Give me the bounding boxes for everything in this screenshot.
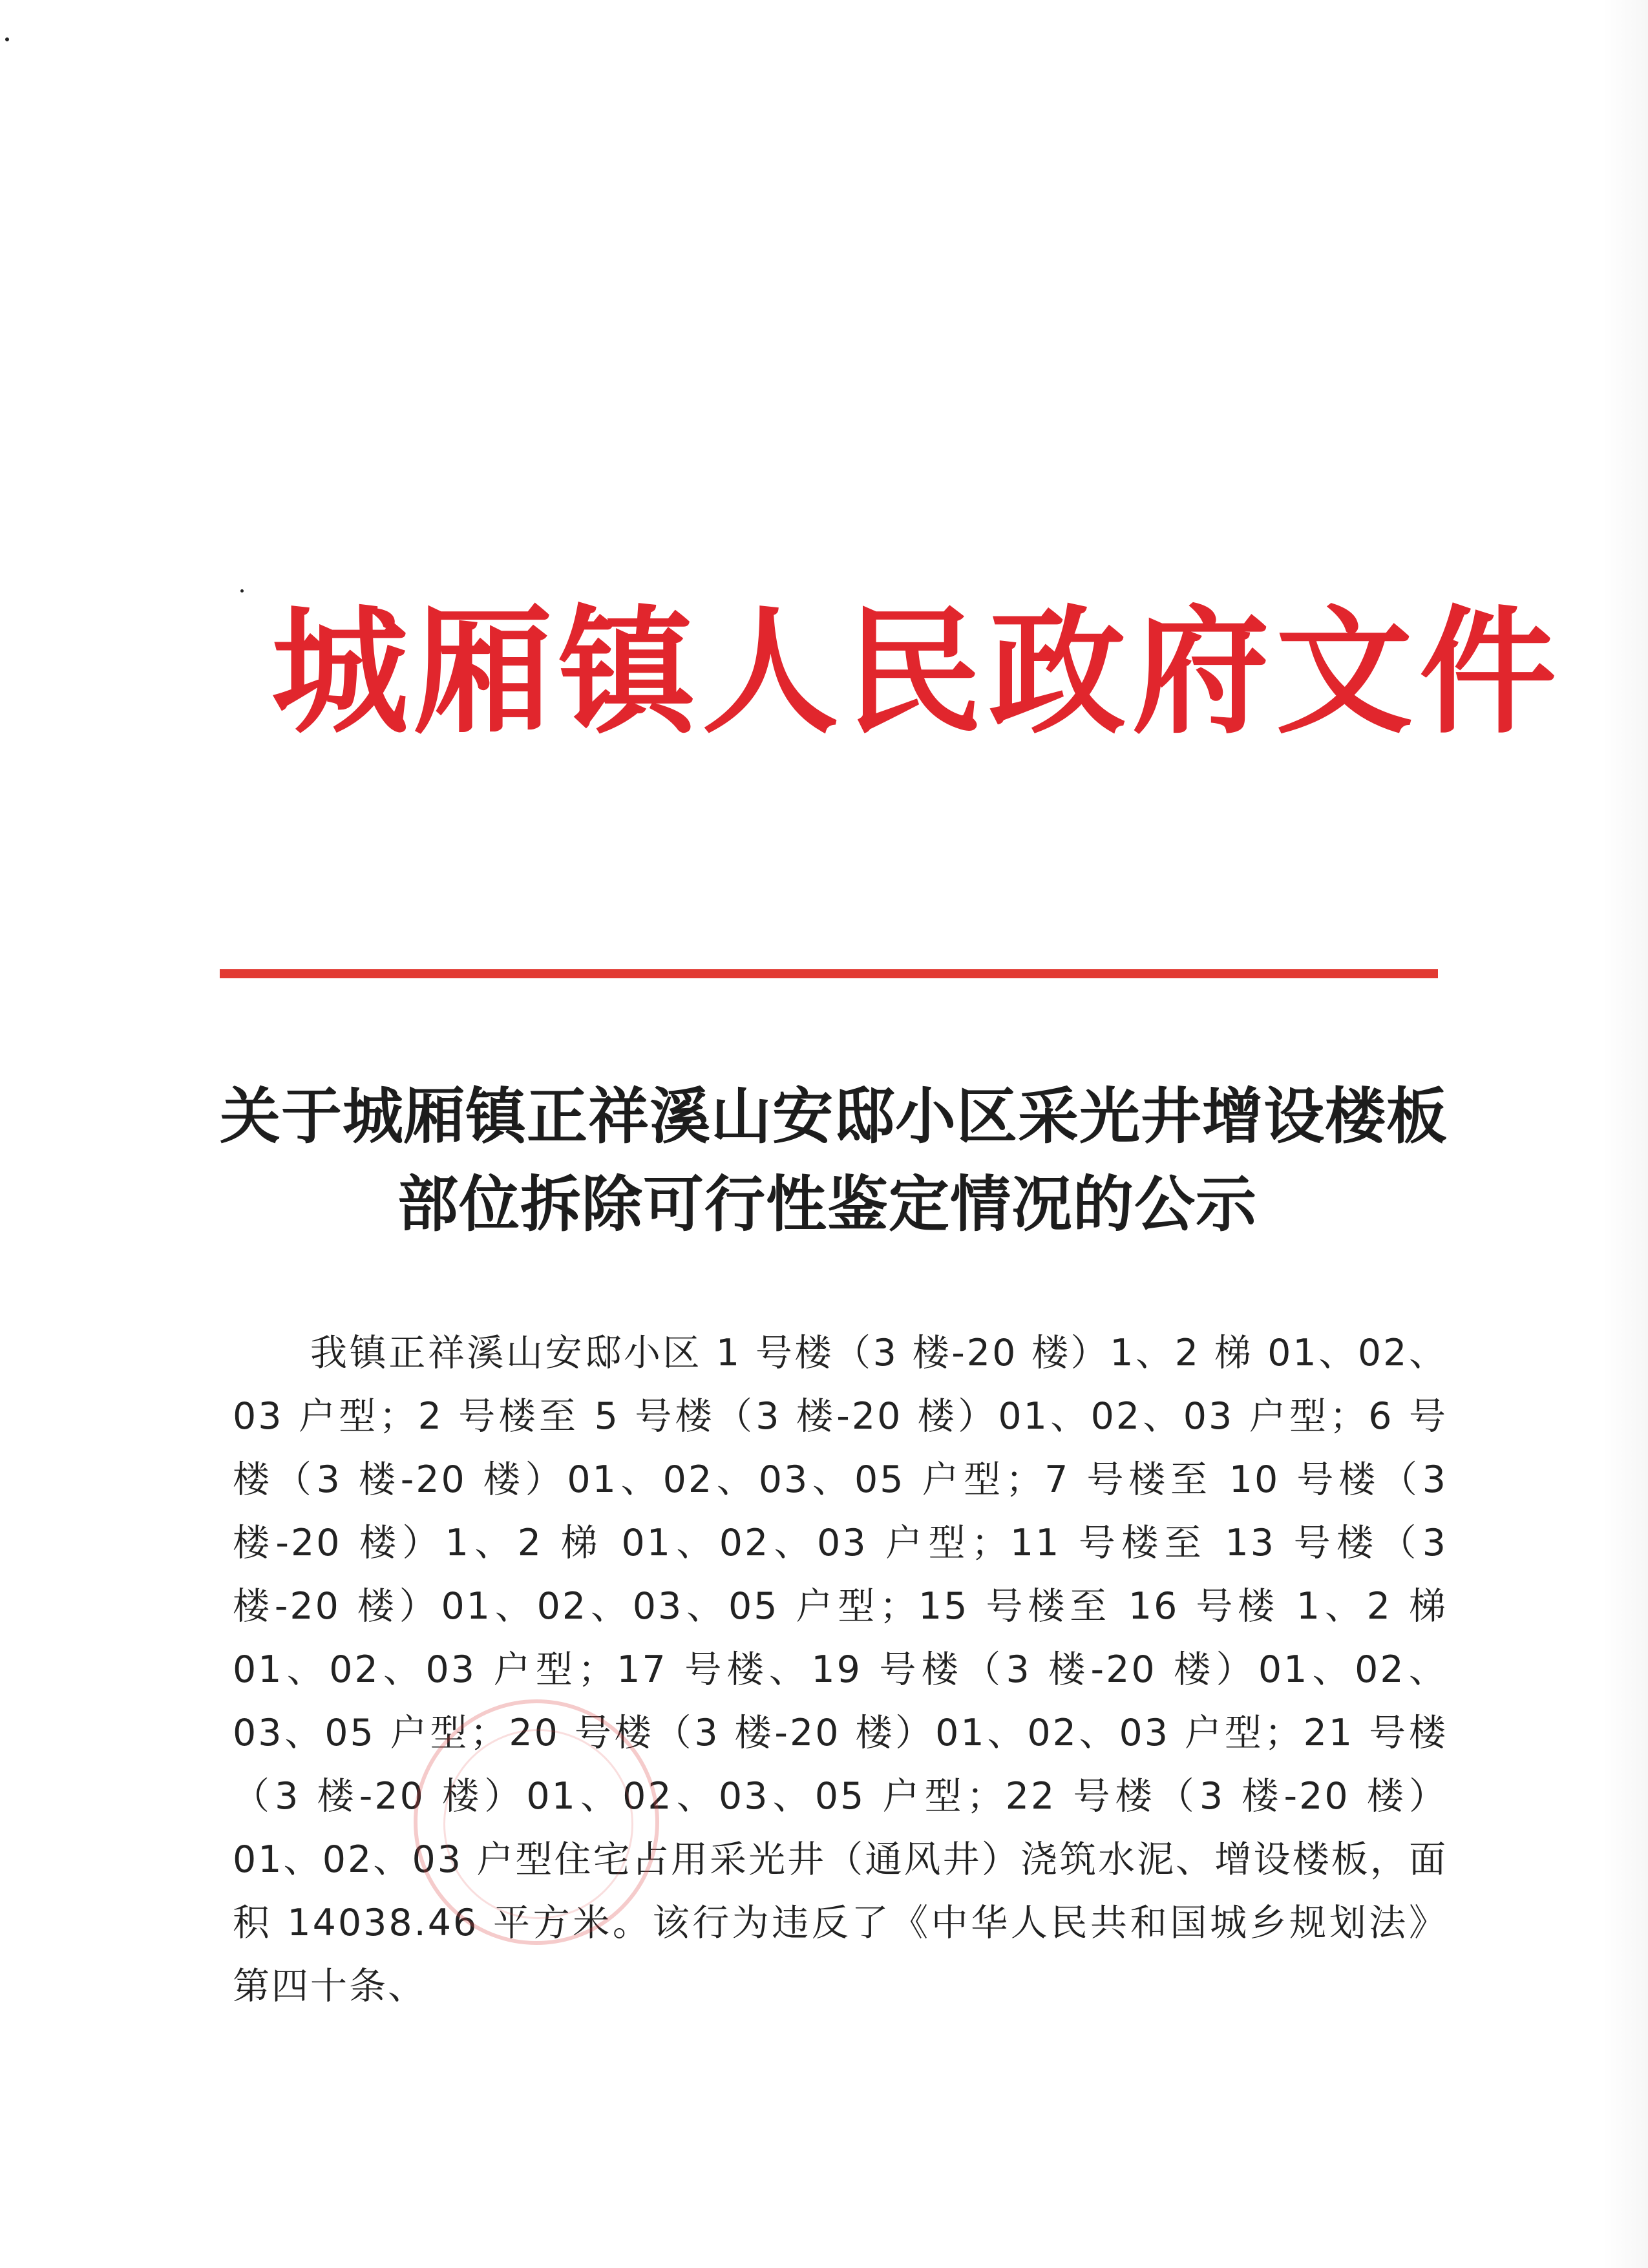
official-seal-stamp — [414, 1699, 659, 1945]
scan-speck — [5, 37, 9, 41]
issuer-header: 城厢镇人民政府文件 — [271, 591, 1563, 752]
scan-speck — [240, 589, 244, 593]
scan-shadow-edge — [1603, 0, 1648, 2268]
document-title — [220, 1073, 1448, 1248]
document-title-line-2: 部位拆除可行性鉴定情况的公示 — [397, 1169, 1257, 1240]
document-title-line-1: 关于城厢镇正祥溪山安邸小区采光井增设楼板 — [220, 1081, 1448, 1152]
red-separator-line — [220, 969, 1438, 978]
body-paragraph: 我镇正祥溪山安邸小区 1 号楼（3 楼-20 楼）1、2 梯 01、02、03 户型；2 号楼至 5 号楼（3 楼-20 楼）01、02、03 户型；6 号楼（3 楼-20 楼）01、02、03、05 户型；7 号楼至 10 号楼（3 楼-20 楼）1、2 梯 01、02、03 户型；11 号楼至 13 号楼（3 楼-20 楼）01、02、03、05 户型；15 号楼至 16 号楼 1、2 梯 01、02、03 户型；17 号楼、19 号楼（3 楼-20 楼）01、02、03、05 户型；20 号楼（3 楼-20 楼）01、02、03 户型；21 号楼（3 楼-20 楼）01、02、03、05 户型；22 号楼（3 楼-20 楼）01、02、03 户型住宅占用采光井（通风井）浇筑水泥、增设楼板，面积 14038.46 平方米。该行为违反了《中华人民共和国城乡规划法》第四十条、 — [233, 1332, 1448, 2008]
